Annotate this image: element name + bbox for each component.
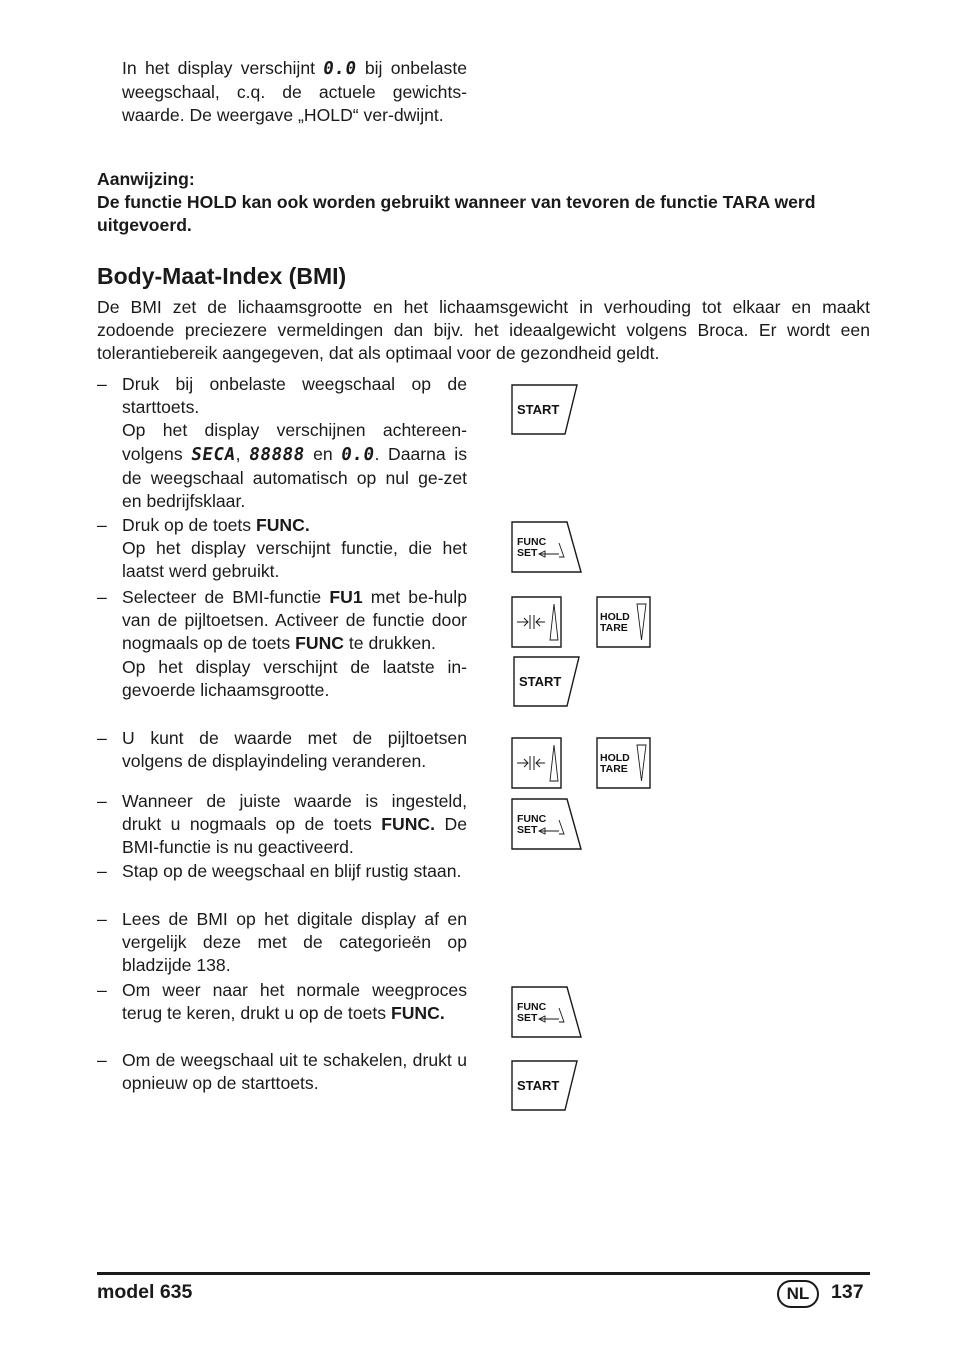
section-heading: Body-Maat-Index (BMI) (97, 263, 347, 289)
note-title: Aanwijzing: (97, 169, 195, 189)
list-item: – Stap op de weegschaal en blijf rustig staan. (97, 861, 462, 881)
svg-text:HOLD: HOLD (600, 752, 630, 764)
lcd-readout: SECA (189, 444, 238, 465)
list-item: – Druk bij onbelaste weegschaal op de starttoets. Op het display verschijnen achtereen-volgens SECA, 88888 en 0.0. Daarna is de weegschaal automatisch op nul ge-zet en bedrijfsklaar. (97, 374, 467, 512)
svg-text:SET: SET (517, 824, 538, 836)
list-item: – Druk op de toets FUNC. Op het display verschijnt functie, die het laatst werd gebruikt. (97, 515, 467, 582)
start-key (511, 1060, 579, 1111)
list-item: – Om weer naar het normale weegproces terug te keren, drukt u op de toets FUNC. (97, 980, 467, 1024)
func-set-key (511, 986, 583, 1038)
func-set-key (511, 798, 583, 850)
svg-text:SET: SET (517, 547, 538, 559)
start-key (513, 656, 581, 707)
svg-text:TARE: TARE (600, 622, 628, 634)
svg-text:FUNC: FUNC (517, 813, 547, 825)
arrow-up-key (511, 596, 563, 648)
lcd-readout: 88888 (247, 444, 307, 465)
hold-tare-key (596, 737, 652, 789)
top-paragraph: In het display verschijnt 0.0 bij onbelaste weegschaal, c.q. de actuele gewichts-waarde. De weergave „HOLD“ ver-dwijnt. (122, 58, 467, 126)
note-body: De functie HOLD kan ook worden gebruikt wanneer van tevoren de functie TARA werd uitgevoerd. (97, 192, 816, 236)
section-intro: De BMI zet de lichaamsgrootte en het lichaamsgewicht in verhouding tot elkaar en maakt zodoende preciezere vermeldingen dan bijv. het ideaalgewicht volgens Broca. Er wordt een tolerantiebereik aangegeven, dat als optimaal voor de gezondheid geldt. (97, 297, 870, 364)
svg-text:SET: SET (517, 1012, 538, 1024)
lcd-readout: 0.0 (339, 444, 377, 465)
list-item: – Om de weegschaal uit te schakelen, drukt u opnieuw op de starttoets. (97, 1050, 467, 1094)
language-badge: NL (777, 1280, 819, 1308)
note-block (97, 168, 871, 238)
svg-text:START: START (519, 674, 562, 689)
footer-divider (97, 1272, 870, 1275)
list-item: – Wanneer de juiste waarde is ingesteld, drukt u nogmaals op de toets FUNC. De BMI-functie is nu geactiveerd. (97, 791, 467, 858)
svg-text:HOLD: HOLD (600, 611, 630, 623)
footer-model: model 635 (97, 1281, 193, 1303)
svg-text:TARE: TARE (600, 763, 628, 775)
svg-text:FUNC: FUNC (517, 536, 547, 548)
list-item: – U kunt de waarde met de pijltoetsen volgens de displayindeling veranderen. (97, 728, 467, 772)
list-item: – Selecteer de BMI-functie FU1 met be-hulp van de pijltoetsen. Activeer de functie door nogmaals op de toets FUNC te drukken. Op het display verschijnt de laatste in-gevoerde lichaamsgrootte. (97, 587, 467, 700)
arrow-up-key (511, 737, 563, 789)
svg-text:START: START (517, 1078, 560, 1093)
list-item: – Lees de BMI op het digitale display af en vergelijk deze met de categorieën op bladzijde 138. (97, 909, 467, 976)
start-key (511, 384, 579, 435)
hold-tare-key (596, 596, 652, 648)
lcd-readout: 0.0 (321, 59, 359, 79)
svg-text:FUNC: FUNC (517, 1001, 547, 1013)
page-number: 137 (831, 1281, 864, 1303)
func-set-key (511, 521, 583, 573)
svg-text:START: START (517, 402, 560, 417)
